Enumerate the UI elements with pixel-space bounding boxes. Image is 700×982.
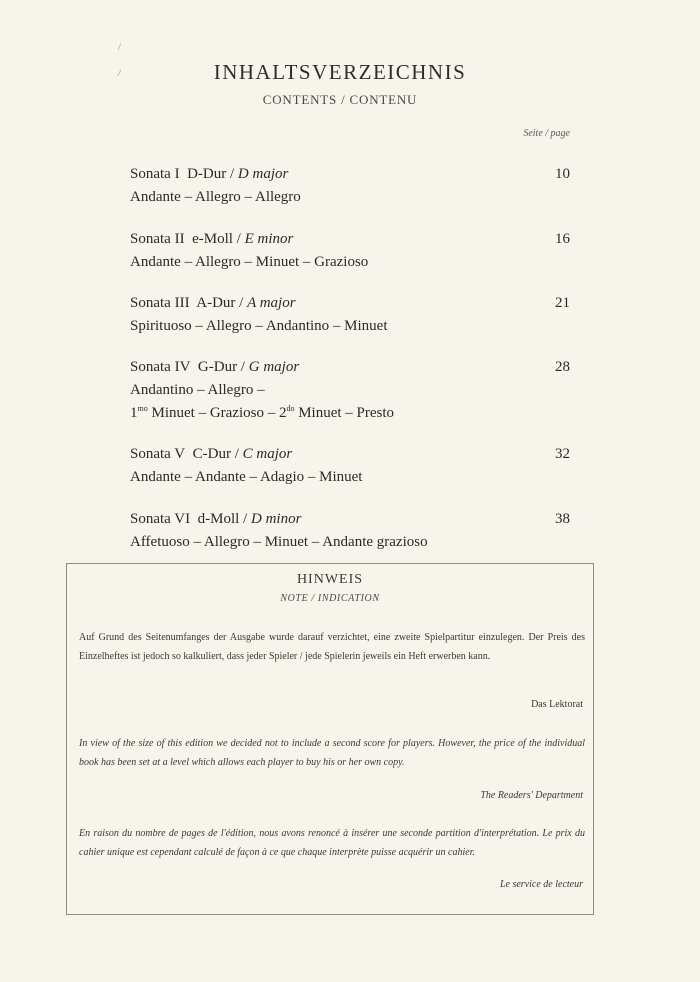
page-title: INHALTSVERZEICHNIS [213, 60, 467, 84]
note-title: HINWEIS [296, 572, 364, 587]
sonata-title: Sonata IV G-Dur / G major [130, 359, 300, 375]
toc-entry [130, 228, 570, 274]
page-column-label: Seite / page [523, 128, 570, 139]
sonata-title: Sonata III A-Dur / A major [130, 295, 296, 311]
movements-line-2: $1^{mo}$ Minuet – Grazioso – $2^{do}$ Minuet – Presto [130, 404, 395, 421]
note-box [66, 563, 594, 915]
page-number: 21 [555, 295, 570, 311]
page-number: 38 [555, 511, 570, 527]
note-text-german: Auf Grund des Seitenumfanges der Ausgabe wurde darauf verzichtet, eine zweite Spielpartitur einzulegen. Der Preis des Einzelheftes ist jedoch so kalkuliert, dass jeder Spieler / jede Spielerin jeweils ein Heft erwerben kann. [79, 632, 585, 662]
toc-entry [130, 443, 570, 489]
note-signature-german: Das Lektorat [531, 699, 583, 710]
note-text-english: In view of the size of this edition we decided not to include a second score for players. However, the price of the individual book has been set at a level which allows each player to buy his or her own copy. [79, 738, 585, 768]
movements: Affetuoso – Allegro – Minuet – Andante grazioso [130, 534, 428, 550]
page-number: 10 [555, 166, 570, 182]
stray-mark: / [118, 68, 121, 78]
note-text-french: En raison du nombre de pages de l'édition, nous avons renoncé à insérer une seconde partition d'interprétation. Le prix du cahier unique est cependant calculé de façon à ce que chaque interprète puisse acquérir un cahier. [79, 828, 585, 858]
sonata-title: Sonata VI d-Moll / D minor [130, 511, 302, 527]
note-subtitle: NOTE / INDICATION [280, 593, 380, 604]
movements: Andantino – Allegro – [130, 382, 265, 398]
note-signature-english: The Readers' Department [480, 790, 583, 801]
sonata-title: Sonata V C-Dur / C major [130, 446, 293, 462]
toc-entry [130, 508, 570, 554]
sonata-title: Sonata II e-Moll / E minor [130, 231, 294, 247]
page-number: 16 [555, 231, 570, 247]
movements: Andante – Allegro – Minuet – Grazioso [130, 254, 369, 270]
toc-entry [130, 356, 570, 425]
note-signature-french: Le service de lecteur [499, 879, 583, 890]
movements: Andante – Allegro – Allegro [130, 189, 301, 205]
movements: Andante – Andante – Adagio – Minuet [130, 469, 363, 485]
toc-entry [130, 163, 570, 209]
page-subtitle: CONTENTS / CONTENU [262, 92, 418, 107]
movements: Spirituoso – Allegro – Andantino – Minuet [130, 318, 388, 334]
sonata-title: Sonata I D-Dur / D major [130, 166, 289, 182]
page-number: 32 [555, 446, 570, 462]
toc-entry [130, 292, 570, 338]
stray-mark: / [118, 42, 121, 52]
page-number: 28 [555, 359, 570, 375]
